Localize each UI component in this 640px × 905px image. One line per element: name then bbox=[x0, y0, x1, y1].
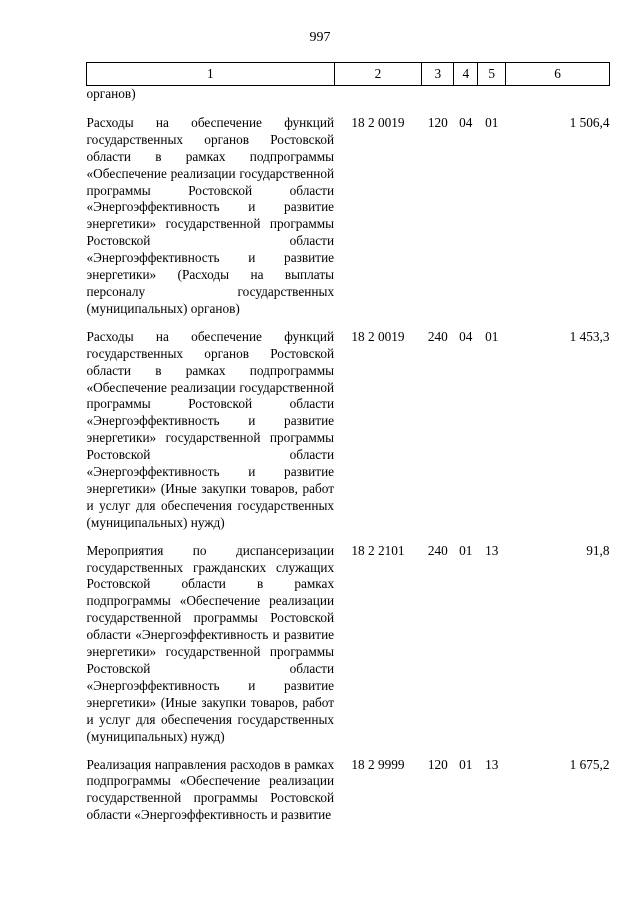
row-section: 01 bbox=[459, 542, 473, 558]
row-expense-type: 240 bbox=[427, 542, 448, 558]
row-target-code: 18 2 9999 bbox=[351, 756, 405, 772]
row-expense-type: 120 bbox=[427, 114, 448, 130]
header-col-4: 4 bbox=[454, 63, 478, 86]
header-col-3: 3 bbox=[422, 63, 454, 86]
row-subsection: 01 bbox=[485, 328, 499, 344]
header-col-6: 6 bbox=[506, 63, 610, 86]
row-section: 04 bbox=[459, 114, 473, 130]
row-description: Расходы на обеспечение функций государственных органов Ростовской области в рамках подпрограммы «Обеспечение реализации государственной программы Ростовской области «Энергоэффективность и развитие энергетики» государственной программы Ростовской области «Энергоэффективность и развитие энергетики» (Иные закупки товаров, работ и услуг для обеспечения государственных (муниципальных) нужд) bbox=[86, 328, 335, 530]
row-subsection: 13 bbox=[485, 756, 499, 772]
carryover-text: органов) bbox=[86, 86, 136, 101]
table-row bbox=[87, 115, 610, 329]
page-number: 997 bbox=[309, 30, 331, 45]
budget-table bbox=[86, 62, 610, 835]
row-description: Реализация направления расходов в рамках подпрограммы «Обеспечение реализации государственной программы Ростовской области «Энергоэффективность и развитие bbox=[86, 756, 335, 823]
row-section: 04 bbox=[459, 328, 473, 344]
row-amount: 1 506,4 bbox=[569, 114, 610, 130]
row-target-code: 18 2 0019 bbox=[351, 114, 405, 130]
row-amount: 1 675,2 bbox=[569, 756, 610, 772]
table-row bbox=[87, 329, 610, 543]
header-col-2: 2 bbox=[334, 63, 422, 86]
row-amount: 1 453,3 bbox=[569, 328, 610, 344]
row-description: Мероприятия по диспансеризации государственных гражданских служащих Ростовской области в рамках подпрограммы «Обеспечение реализации государственной программы Ростовской области «Энергоэффективность и развитие энергетики» государственной программы Ростовской области «Энергоэффективность и развитие энергетики» (Иные закупки товаров, работ и услуг для обеспечения государственных (муниципальных) нужд) bbox=[86, 542, 335, 744]
table-row bbox=[87, 543, 610, 757]
row-expense-type: 120 bbox=[427, 756, 448, 772]
table-row bbox=[87, 757, 610, 836]
header-col-1: 1 bbox=[87, 63, 335, 86]
carryover-row bbox=[87, 86, 610, 115]
row-subsection: 13 bbox=[485, 542, 499, 558]
row-target-code: 18 2 0019 bbox=[351, 328, 405, 344]
row-description: Расходы на обеспечение функций государственных органов Ростовской области в рамках подпрограммы «Обеспечение реализации государственной программы Ростовской области «Энергоэффективность и развитие энергетики» государственной программы Ростовской области «Энергоэффективность и развитие энергетики» (Расходы на выплаты персоналу государственных (муниципальных) органов) bbox=[86, 114, 335, 316]
row-amount: 91,8 bbox=[586, 542, 610, 558]
row-target-code: 18 2 2101 bbox=[351, 542, 405, 558]
row-section: 01 bbox=[459, 756, 473, 772]
header-row bbox=[87, 63, 610, 86]
row-subsection: 01 bbox=[485, 114, 499, 130]
row-expense-type: 240 bbox=[427, 328, 448, 344]
header-col-5: 5 bbox=[478, 63, 506, 86]
